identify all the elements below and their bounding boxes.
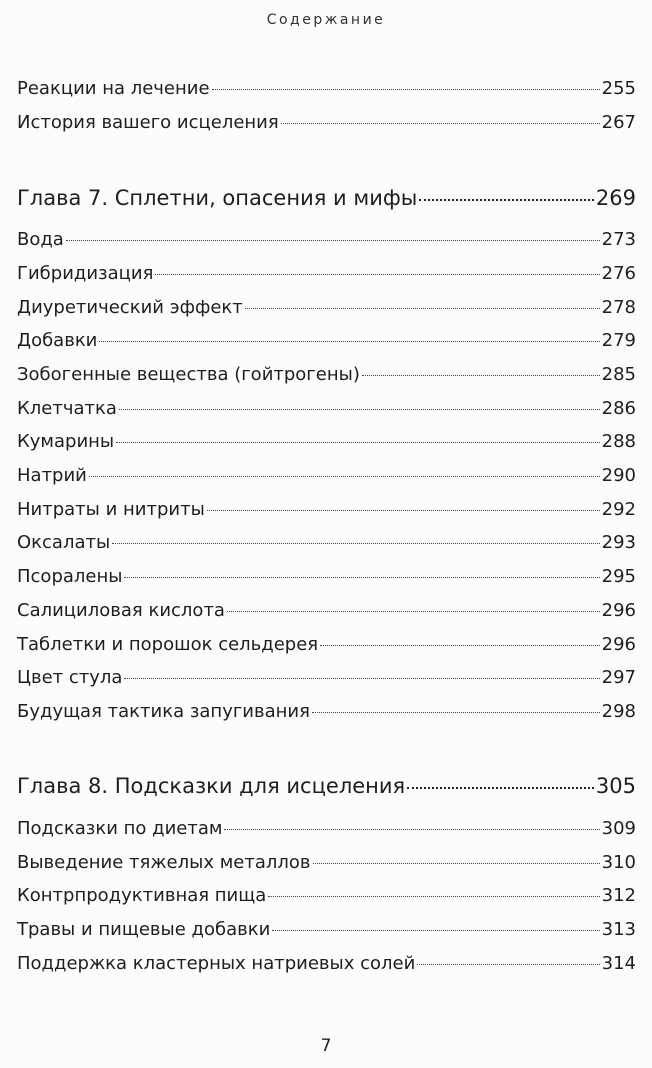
entry-title: Псоралены bbox=[17, 566, 123, 587]
entry-page: 296 bbox=[601, 634, 636, 655]
entry-page: 267 bbox=[601, 112, 636, 133]
entry-title: Кумарины bbox=[17, 431, 115, 452]
dot-leader bbox=[281, 123, 600, 124]
toc-entry[interactable] bbox=[17, 667, 636, 688]
dot-leader bbox=[419, 199, 594, 201]
entry-page: 295 bbox=[601, 566, 636, 587]
toc-entry[interactable] bbox=[17, 229, 636, 250]
entry-title: Вода bbox=[17, 229, 64, 250]
toc-entry[interactable] bbox=[17, 532, 636, 553]
entry-page: 285 bbox=[601, 364, 636, 385]
toc-entry[interactable] bbox=[17, 431, 636, 452]
entry-page: 279 bbox=[601, 330, 636, 351]
toc-chapter-7[interactable] bbox=[17, 186, 636, 210]
entry-title: Салициловая кислота bbox=[17, 600, 225, 621]
toc-entry[interactable] bbox=[17, 364, 636, 385]
entry-page: 288 bbox=[601, 431, 636, 452]
entry-title: Нитраты и нитриты bbox=[17, 499, 205, 520]
toc-entry[interactable] bbox=[17, 499, 636, 520]
entry-title: Гибридизация bbox=[17, 263, 154, 284]
entry-page: 310 bbox=[601, 852, 636, 873]
dot-leader bbox=[212, 89, 600, 90]
chapter-page: 305 bbox=[595, 774, 636, 798]
toc-chapter-8[interactable] bbox=[17, 774, 636, 798]
dot-leader bbox=[312, 712, 600, 713]
toc-entry[interactable] bbox=[17, 263, 636, 284]
dot-leader bbox=[99, 341, 599, 342]
entry-title: Диуретический эффект bbox=[17, 297, 243, 318]
toc-entry[interactable] bbox=[17, 465, 636, 486]
toc-entry[interactable] bbox=[17, 566, 636, 587]
entry-page: 312 bbox=[601, 885, 636, 906]
entry-title: Натрий bbox=[17, 465, 87, 486]
entry-page: 298 bbox=[601, 701, 636, 722]
dot-leader bbox=[207, 510, 600, 511]
entry-page: 255 bbox=[601, 78, 636, 99]
toc-entry[interactable] bbox=[17, 78, 636, 99]
toc-entry[interactable] bbox=[17, 701, 636, 722]
entry-title: Зобогенные вещества (гойтрогены) bbox=[17, 364, 360, 385]
entry-page: 276 bbox=[601, 263, 636, 284]
dot-leader bbox=[407, 787, 594, 789]
entry-page: 314 bbox=[601, 953, 636, 974]
entry-page: 290 bbox=[601, 465, 636, 486]
dot-leader bbox=[124, 678, 599, 679]
entry-title: Реакции на лечение bbox=[17, 78, 210, 99]
dot-leader bbox=[362, 375, 600, 376]
dot-leader bbox=[66, 240, 600, 241]
page-number: 7 bbox=[320, 1036, 332, 1056]
toc-entry[interactable] bbox=[17, 398, 636, 419]
dot-leader bbox=[320, 645, 600, 646]
toc-entry[interactable] bbox=[17, 112, 636, 133]
toc-entry[interactable] bbox=[17, 919, 636, 940]
toc-entry[interactable] bbox=[17, 634, 636, 655]
toc-entry[interactable] bbox=[17, 885, 636, 906]
chapter-title: Глава 8. Подсказки для исцеления bbox=[17, 774, 406, 798]
entry-page: 292 bbox=[601, 499, 636, 520]
entry-title: Контрпродуктивная пища bbox=[17, 885, 267, 906]
running-head: Содержание bbox=[266, 12, 386, 28]
toc-entry[interactable] bbox=[17, 852, 636, 873]
entry-page: 296 bbox=[601, 600, 636, 621]
entry-title: Добавки bbox=[17, 330, 98, 351]
toc-entry[interactable] bbox=[17, 953, 636, 974]
entry-page: 293 bbox=[601, 532, 636, 553]
entry-page: 278 bbox=[601, 297, 636, 318]
dot-leader bbox=[124, 577, 599, 578]
entry-page: 286 bbox=[601, 398, 636, 419]
dot-leader bbox=[227, 611, 600, 612]
dot-leader bbox=[116, 442, 599, 443]
dot-leader bbox=[89, 476, 600, 477]
entry-title: Цвет стула bbox=[17, 667, 123, 688]
dot-leader bbox=[417, 964, 599, 965]
chapter-page: 269 bbox=[595, 186, 636, 210]
entry-title: Оксалаты bbox=[17, 532, 111, 553]
toc-entry[interactable] bbox=[17, 600, 636, 621]
dot-leader bbox=[155, 274, 599, 275]
entry-page: 309 bbox=[601, 818, 636, 839]
entry-title: Подсказки по диетам bbox=[17, 818, 223, 839]
entry-page: 313 bbox=[601, 919, 636, 940]
chapter-title: Глава 7. Сплетни, опасения и мифы bbox=[17, 186, 418, 210]
toc-entry[interactable] bbox=[17, 818, 636, 839]
toc-entry[interactable] bbox=[17, 330, 636, 351]
entry-title: Поддержка кластерных натриевых солей bbox=[17, 953, 416, 974]
entry-title: Выведение тяжелых металлов bbox=[17, 852, 311, 873]
entry-title: История вашего исцеления bbox=[17, 112, 279, 133]
dot-leader bbox=[119, 409, 600, 410]
entry-title: Будущая тактика запугивания bbox=[17, 701, 310, 722]
dot-leader bbox=[224, 829, 599, 830]
dot-leader bbox=[245, 308, 600, 309]
dot-leader bbox=[268, 896, 599, 897]
entry-title: Таблетки и порошок сельдерея bbox=[17, 634, 319, 655]
entry-title: Клетчатка bbox=[17, 398, 117, 419]
toc-entry[interactable] bbox=[17, 297, 636, 318]
entry-title: Травы и пищевые добавки bbox=[17, 919, 271, 940]
dot-leader bbox=[313, 863, 600, 864]
dot-leader bbox=[112, 543, 599, 544]
entry-page: 273 bbox=[601, 229, 636, 250]
dot-leader bbox=[272, 930, 599, 931]
entry-page: 297 bbox=[601, 667, 636, 688]
